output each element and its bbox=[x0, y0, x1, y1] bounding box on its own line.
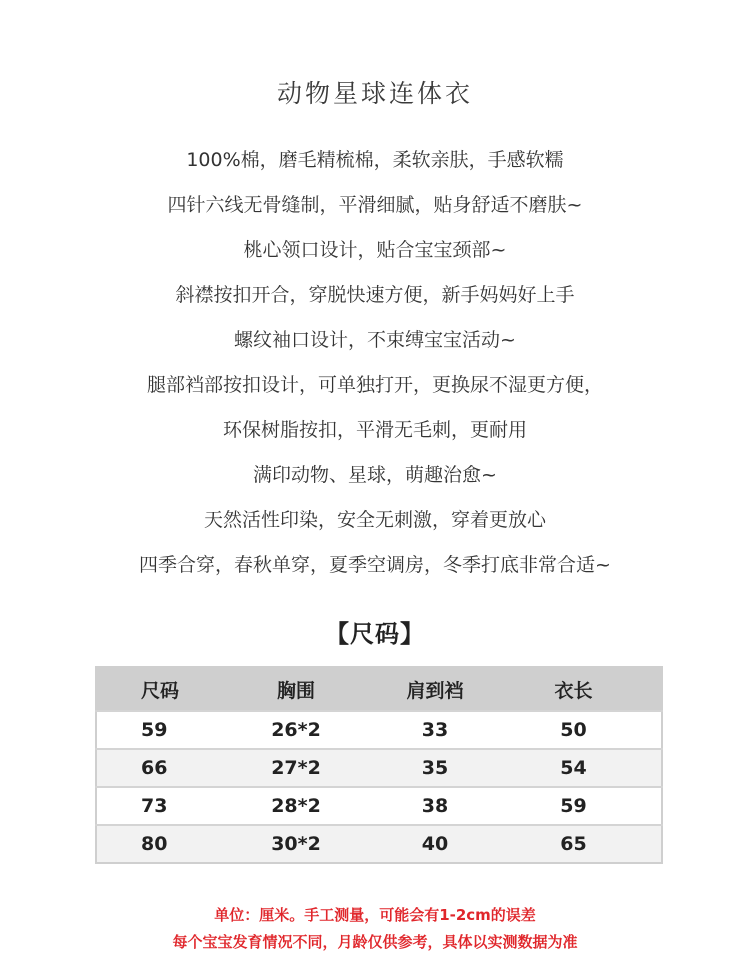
table-row bbox=[96, 749, 662, 787]
measurement-notes bbox=[0, 902, 750, 956]
column-header-shoulder-to-crotch: 肩到裆 bbox=[406, 679, 464, 702]
cell-size: 73 bbox=[141, 795, 168, 817]
column-header-chest: 胸围 bbox=[276, 679, 315, 702]
feature-item: 四季合穿，春秋单穿，夏季空调房，冬季打底非常合适~ bbox=[139, 554, 611, 576]
feature-list bbox=[0, 142, 750, 592]
feature-item: 环保树脂按扣，平滑无毛刺，更耐用 bbox=[222, 419, 527, 441]
table-row bbox=[96, 825, 662, 863]
cell-shoulder-to-crotch: 35 bbox=[421, 757, 449, 779]
column-header-size: 尺码 bbox=[141, 679, 180, 702]
cell-size: 59 bbox=[141, 719, 168, 741]
product-title: 动物星球连体衣 bbox=[276, 79, 473, 108]
cell-length: 54 bbox=[560, 757, 587, 779]
note-line: 每个宝宝发育情况不同，月龄仅供参考，具体以实测数据为准 bbox=[172, 933, 578, 951]
cell-chest: 30*2 bbox=[271, 833, 321, 855]
feature-item: 四针六线无骨缝制，平滑细腻，贴身舒适不磨肤~ bbox=[167, 194, 583, 216]
feature-item: 腿部裆部按扣设计，可单独打开，更换尿不湿更方便， bbox=[146, 374, 603, 396]
table-header-row bbox=[96, 667, 662, 711]
cell-chest: 28*2 bbox=[271, 795, 321, 817]
cell-size: 80 bbox=[141, 833, 168, 855]
cell-shoulder-to-crotch: 40 bbox=[421, 833, 449, 855]
size-heading: 【尺码】 bbox=[325, 620, 425, 648]
feature-item: 螺纹袖口设计，不束缚宝宝活动~ bbox=[234, 329, 516, 351]
cell-length: 59 bbox=[560, 795, 587, 817]
cell-shoulder-to-crotch: 38 bbox=[421, 795, 449, 817]
cell-chest: 26*2 bbox=[271, 719, 321, 741]
table-row bbox=[96, 711, 662, 749]
cell-size: 66 bbox=[141, 757, 168, 779]
feature-item: 桃心领口设计，贴合宝宝颈部~ bbox=[243, 239, 507, 261]
feature-item: 天然活性印染，安全无刺激，穿着更放心 bbox=[203, 509, 546, 531]
feature-item: 100%棉，磨毛精梳棉，柔软亲肤，手感软糯 bbox=[186, 149, 564, 171]
feature-item: 斜襟按扣开合，穿脱快速方便，新手妈妈好上手 bbox=[175, 284, 575, 306]
cell-chest: 27*2 bbox=[271, 757, 321, 779]
cell-shoulder-to-crotch: 33 bbox=[421, 719, 449, 741]
cell-length: 50 bbox=[560, 719, 587, 741]
column-header-length: 衣长 bbox=[554, 679, 593, 702]
table-row bbox=[96, 787, 662, 825]
feature-item: 满印动物、星球，萌趣治愈~ bbox=[253, 464, 497, 486]
cell-length: 65 bbox=[560, 833, 587, 855]
note-line: 单位：厘米。手工测量，可能会有1-2cm的误差 bbox=[214, 906, 536, 924]
size-table bbox=[95, 666, 663, 864]
